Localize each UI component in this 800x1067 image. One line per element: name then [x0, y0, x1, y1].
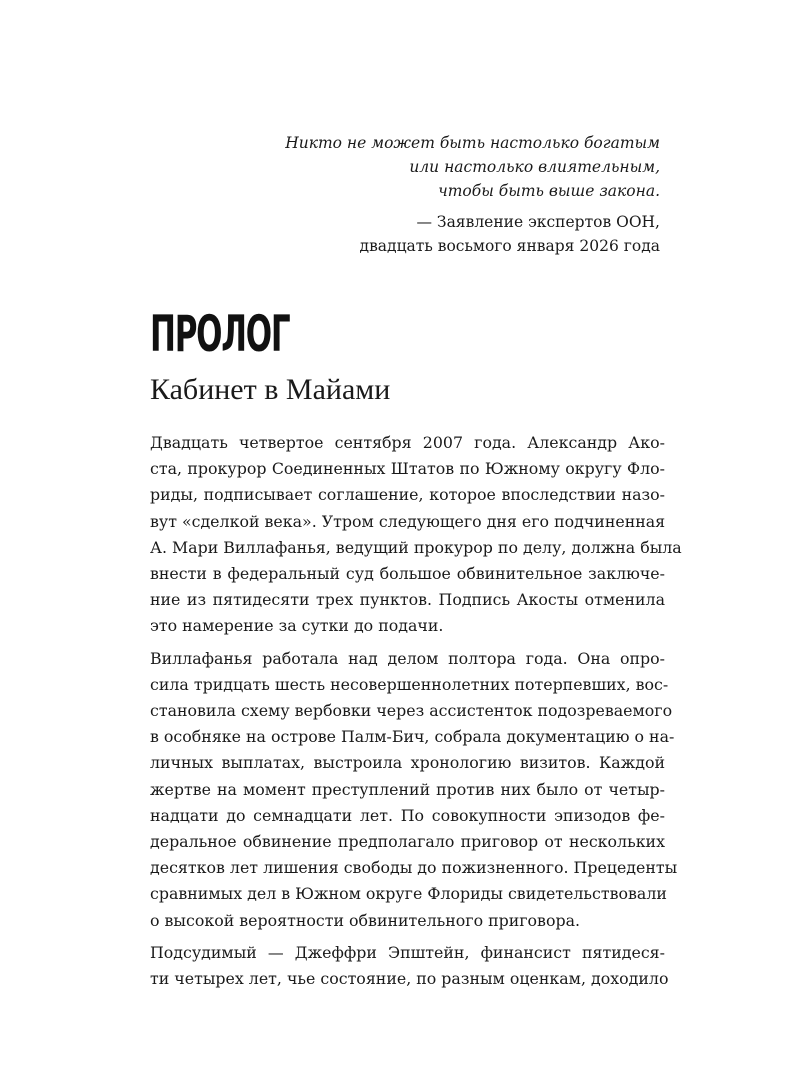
epigraph-quote-line: или настолько влиятельным,: [409, 158, 660, 176]
text-line: Виллафанья работала над делом полтора года. Она опро-: [150, 648, 665, 668]
text-line: сила тридцать шесть несовершеннолетних потерпевших, вос-: [150, 674, 669, 694]
text-line: внести в федеральный суд большое обвинительное заключе-: [150, 564, 665, 584]
epigraph-attribution: [240, 210, 660, 258]
text-line: риды, подписывает соглашение, которое впоследствии назо-: [150, 485, 665, 505]
text-line: жертве на момент преступлений против них было от четыр-: [150, 779, 665, 799]
epigraph-quote: [240, 131, 660, 203]
text-line: личных выплатах, выстроила хронологию визитов. Каждой: [150, 753, 665, 773]
text-line: Подсудимый — Джеффри Эпштейн, финансист пятидеся-: [150, 942, 665, 962]
epigraph-quote-line: Никто не может быть настолько богатым: [285, 134, 660, 152]
text-line: вут «сделкой века». Утром следующего дня его подчиненная: [150, 511, 666, 531]
text-line: ста, прокурор Соединенных Штатов по Южному округу Фло-: [150, 459, 665, 479]
paragraph: [150, 646, 678, 934]
text-line: ние из пятидесяти трех пунктов. Подпись Акосты отменила: [150, 590, 665, 610]
epigraph: [240, 131, 660, 258]
text-line: ти четырех лет, чье состояние, по разным оценкам, доходило: [150, 969, 669, 989]
chapter-title: Кабинет в Майами: [150, 373, 391, 406]
epigraph-attribution-line: двадцать восьмого января 2026 года: [359, 237, 660, 255]
paragraph: [150, 940, 669, 992]
text-line: становила схему вербовки через ассистенток подозреваемого: [150, 701, 673, 721]
text-line: это намерение за сутки до подачи.: [150, 616, 444, 636]
text-line: деральное обвинение предполагало приговор от нескольких: [150, 832, 665, 852]
body-text: [150, 430, 682, 998]
text-line: Двадцать четвертое сентября 2007 года. Александр Ако-: [150, 433, 665, 452]
text-line: А. Мари Виллафанья, ведущий прокурор по делу, должна была: [150, 537, 682, 557]
text-line: десятков лет лишения свободы до пожизненного. Прецеденты: [150, 858, 678, 878]
epigraph-quote-line: чтобы быть выше закона.: [438, 182, 660, 200]
text-line: о высокой вероятности обвинительного приговора.: [150, 910, 581, 930]
chapter-label: ПРОЛОГ: [150, 305, 290, 363]
text-line: сравнимых дел в Южном округе Флориды свидетельствовали: [150, 884, 667, 904]
text-line: в особняке на острове Палм-Бич, собрала документацию о на-: [150, 727, 675, 747]
epigraph-attribution-line: — Заявление экспертов ООН,: [416, 213, 660, 231]
paragraph: [150, 430, 682, 640]
text-line: надцати до семнадцати лет. По совокупности эпизодов фе-: [150, 805, 665, 825]
